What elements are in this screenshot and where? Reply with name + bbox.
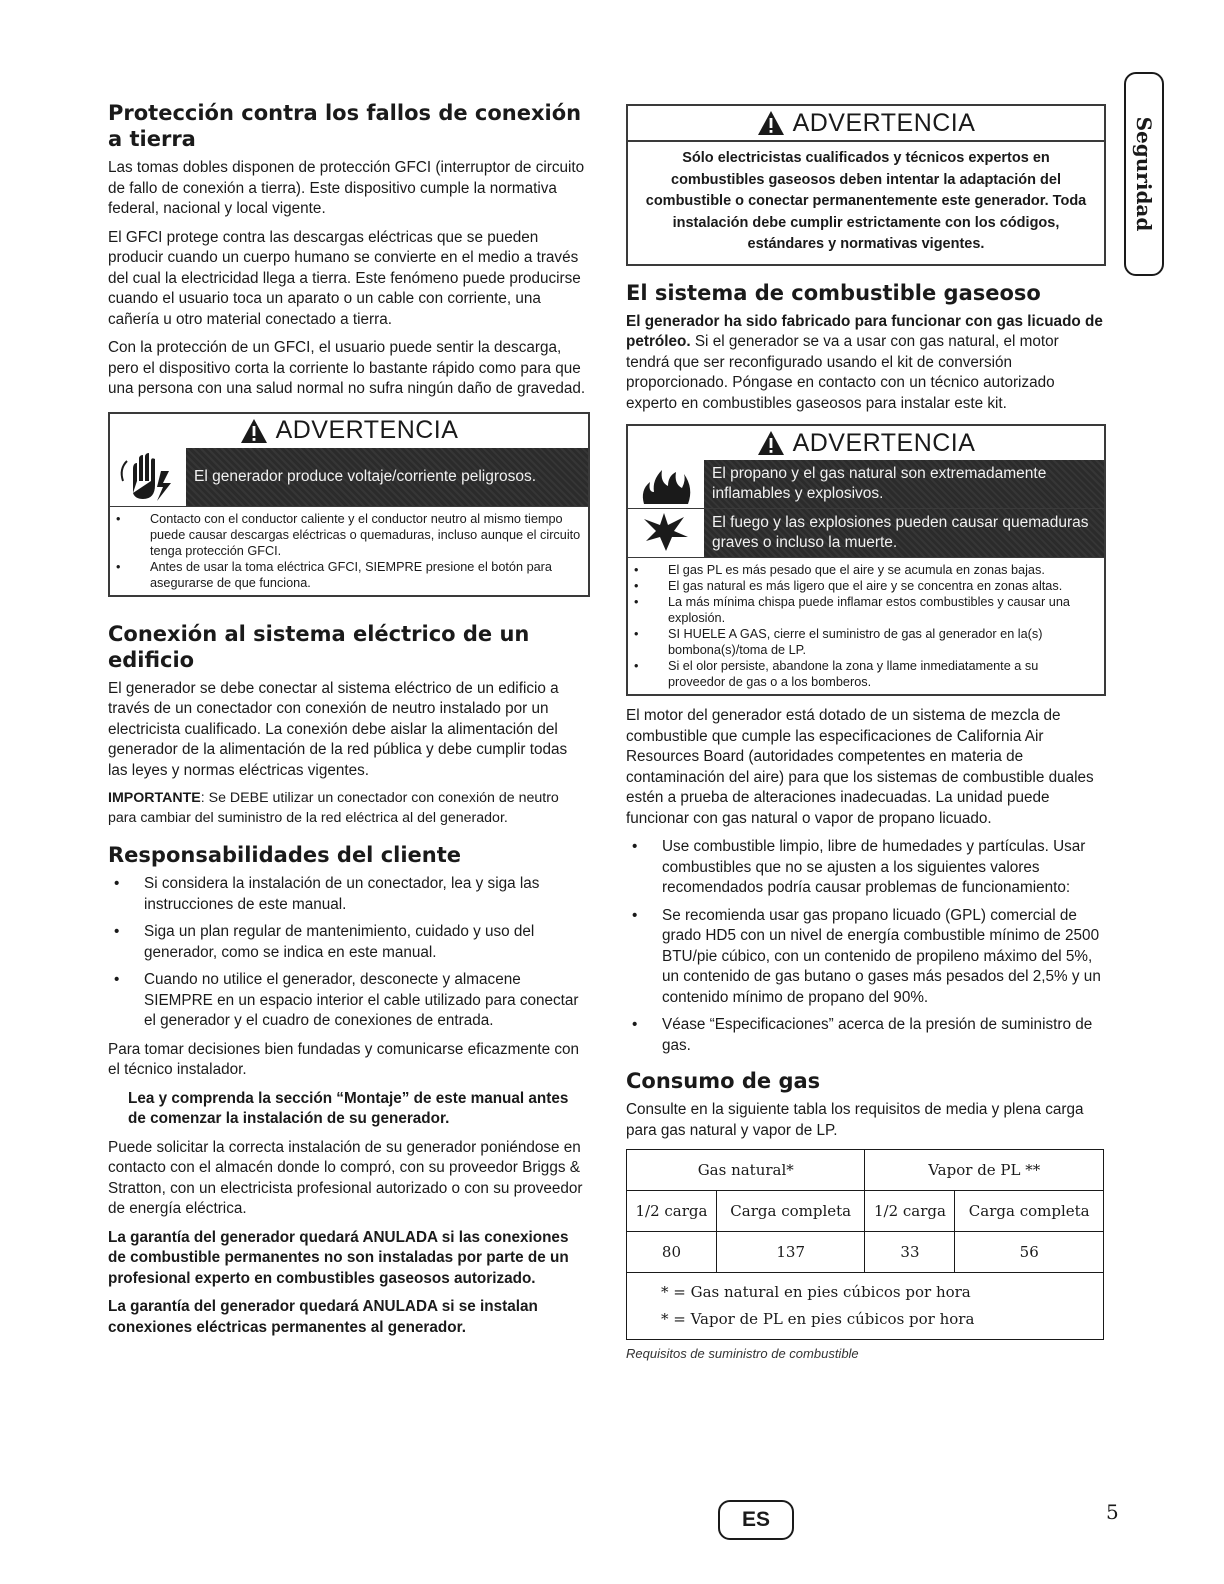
warning-item: • La más mínima chispa puede inflamar estos combustibles y causar una explosión. — [628, 594, 1098, 626]
list-item: • Use combustible limpio, libre de humedades y partículas. Usar combustibles que no se ajusten a los siguientes valores recomendados podría causar problemas de funcionamiento: — [626, 837, 1106, 899]
table-subheader: 1/2 carga — [865, 1191, 955, 1232]
left-column — [108, 100, 590, 1346]
table-group-header: Gas natural* — [627, 1150, 865, 1191]
warning-triangle-icon — [757, 110, 785, 136]
gas-consumption-table — [626, 1149, 1104, 1340]
right-column — [626, 100, 1106, 1361]
list-item: • Cuando no utilice el generador, desconecte y almacene SIEMPRE en un espacio interior el cable utilizado para conectar el generador y el cuadro de conexiones de entrada. — [108, 970, 590, 1032]
warning-item: • Antes de usar la toma eléctrica GFCI, SIEMPRE presione el botón para asegurarse de que funciona. — [110, 559, 582, 591]
warranty-notice-fuel: La garantía del generador quedará ANULADA si las conexiones de combustible permanentes no son instaladas por parte de un profesional experto en combustibles gaseosos autorizado. — [108, 1228, 569, 1287]
language-badge: ES — [718, 1500, 794, 1540]
gfci-para: Con la protección de un GFCI, el usuario puede sentir la descarga, pero el dispositivo corta la corriente lo bastante rápido como para que una persona con una salud normal no sufra ningún daño de gravedad. — [108, 339, 586, 397]
gfci-title: Protección contra los fallos de conexión a tierra — [108, 101, 582, 151]
warning-body: Sólo electricistas cualificados y técnicos expertos en combustibles gaseosos deben intentar la adaptación del combustible o conectar permanentemente este generador. Toda instalación debe cumplir estrictamente con los códigos, estándares y normativas vigentes. — [628, 140, 1104, 264]
fire-icon — [628, 460, 704, 508]
table-subheader: 1/2 carga — [627, 1191, 717, 1232]
warning-box-installers — [626, 104, 1106, 266]
table-subheader: Carga completa — [955, 1191, 1104, 1232]
hazard-row — [628, 460, 1104, 508]
list-item: • Siga un plan regular de mantenimiento, cuidado y uso del generador, como se indica en este manual. — [108, 922, 590, 963]
list-item: • Se recomienda usar gas propano licuado (GPL) comercial de grado HD5 con un nivel de energía combustible mínimo de 2500 BTU/pie cúbico, con un contenido de propileno máximo del 5%, un contenido de gas butano o gases más pesados del 2,5% y un contenido mínimo de propano del 90%. — [626, 906, 1106, 1009]
list-item: • Si considera la instalación de un conectador, lea y siga las instrucciones de este manual. — [108, 874, 590, 915]
warning-box-gas — [626, 424, 1106, 696]
table-cell: 33 — [865, 1232, 955, 1273]
electric-shock-icon — [110, 448, 186, 506]
installation-para: Puede solicitar la correcta instalación de su generador poniéndose en contacto con el almacén donde lo compró, con su proveedor Briggs & Stratton, con un electricista profesional autorizado o con su proveedor de energía eléctrica. — [108, 1138, 583, 1217]
hazard-row — [110, 448, 588, 506]
table-cell: 56 — [955, 1232, 1104, 1273]
responsabilidades-title: Responsabilidades del cliente — [108, 843, 462, 867]
warning-heading: ADVERTENCIA — [110, 414, 588, 448]
consumo-title: Consumo de gas — [626, 1069, 821, 1093]
table-subheader: Carga completa — [716, 1191, 865, 1232]
hazard-message: El propano y el gas natural son extremadamente inflamables y explosivos. — [704, 460, 1104, 508]
gfci-para: El GFCI protege contra las descargas eléctricas que se pueden producir cuando un cuerpo humano se convierte en el medio a través del cual la electricidad llega a tierra. Este fenómeno puede producirse cuando el usuario toca un aparato o un cable con corriente, una cañería u otro material conectado a tierra. — [108, 228, 581, 328]
warning-item: • Contacto con el conductor caliente y el conductor neutro al mismo tiempo puede causar descargas eléctricas o quemaduras, incluso aunque el circuito tenga protección GFCI. — [110, 511, 582, 559]
warranty-notice-electric: La garantía del generador quedará ANULADA si se instalan conexiones eléctricas permanentes al generador. — [108, 1298, 538, 1336]
warning-box-voltage — [108, 412, 590, 597]
montaje-notice: Lea y comprenda la sección “Montaje” de este manual antes de comenzar la instalación de su generador. — [128, 1089, 569, 1127]
conexion-para: El generador se debe conectar al sistema eléctrico de un edificio a través de un conectador con conexión de neutro instalado por un electricista cualificado. La conexión debe aislar la alimentación del generador de la alimentación de la red pública y debe cumplir todas las leyes y normas eléctricas vigentes. — [108, 679, 568, 779]
hazard-message: El generador produce voltaje/corriente peligrosos. — [186, 448, 588, 506]
table-cell: 80 — [627, 1232, 717, 1273]
warning-triangle-icon — [757, 430, 785, 456]
table-group-header: Vapor de PL ** — [865, 1150, 1104, 1191]
hazard-row — [628, 508, 1104, 557]
hazard-message: El fuego y las explosiones pueden causar quemaduras graves o incluso la muerte. — [704, 509, 1104, 557]
important-note: IMPORTANTE: Se DEBE utilizar un conectador con conexión de neutro para cambiar del suministro de la red eléctrica al del generador. — [108, 790, 559, 826]
warning-item: • El gas natural es más ligero que el aire y se concentra en zonas altas. — [628, 578, 1098, 594]
section-tab-seguridad — [1124, 72, 1164, 276]
motor-para: El motor del generador está dotado de un sistema de mezcla de combustible que cumple las especificaciones de California Air Resources Board (autoridades competentes en materia de contaminación del aire) para que los sistemas de combustible duales estén a prueba de alteraciones inadecuadas. La unidad puede funcionar con gas natural o vapor de propano licuado. — [626, 707, 1094, 827]
explosion-icon — [628, 509, 704, 557]
table-caption: Requisitos de suministro de combustible — [626, 1346, 859, 1361]
warning-item: • SI HUELE A GAS, cierre el suministro de gas al generador en la(s) bombona(s)/toma de LP. — [628, 626, 1098, 658]
warning-heading: ADVERTENCIA — [628, 426, 1104, 460]
responsabilidades-para: Para tomar decisiones bien fundadas y comunicarse eficazmente con el técnico instalador. — [108, 1040, 580, 1078]
fuel-list — [626, 837, 1106, 1056]
warning-list — [628, 557, 1104, 694]
warning-list — [110, 506, 588, 595]
warning-item: • El gas PL es más pesado que el aire y se acumula en zonas bajas. — [628, 562, 1098, 578]
gfci-para: Las tomas dobles disponen de protección GFCI (interruptor de circuito de fallo de conexión a tierra). Este dispositivo cumple la normativa federal, nacional y local vigente. — [108, 159, 585, 217]
list-item: • Véase “Especificaciones” acerca de la presión de suministro de gas. — [626, 1015, 1106, 1056]
sistema-title: El sistema de combustible gaseoso — [626, 280, 1041, 305]
sistema-para: El generador ha sido fabricado para funcionar con gas licuado de petróleo. Si el generador se va a usar con gas natural, el motor tendrá que ser reconfigurado usando el kit de conversión proporcionado. Póngase en contacto con un técnico autorizado experto en combustibles gaseosos para instalar este kit. — [626, 312, 1103, 412]
page-number: 5 — [1106, 1500, 1119, 1524]
table-note: * = Gas natural en pies cúbicos por hora * = Vapor de PL en pies cúbicos por hora — [627, 1273, 1104, 1340]
consumo-para: Consulte en la siguiente tabla los requisitos de media y plena carga para gas natural y vapor de LP. — [626, 1101, 1084, 1139]
conexion-title: Conexión al sistema eléctrico de un edificio — [108, 621, 530, 672]
table-cell: 137 — [716, 1232, 865, 1273]
warning-item: • Si el olor persiste, abandone la zona y llame inmediatamente a su proveedor de gas o a los bomberos. — [628, 658, 1098, 690]
section-tab-label: Seguridad — [1132, 116, 1156, 232]
warning-triangle-icon — [240, 418, 268, 444]
warning-heading: ADVERTENCIA — [628, 106, 1104, 140]
responsabilidades-list — [108, 874, 590, 1032]
